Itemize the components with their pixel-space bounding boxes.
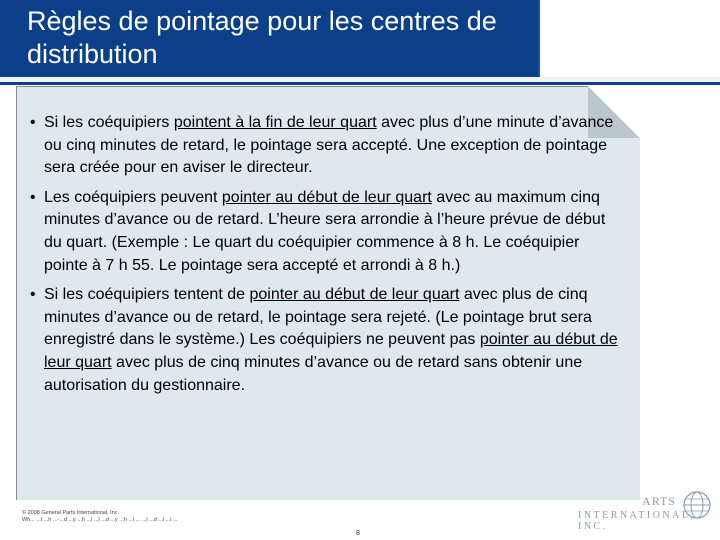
logo-wordmark: ARTS	[642, 494, 676, 508]
accent-strip	[0, 82, 720, 85]
copyright-notice	[22, 510, 262, 524]
bullet-dot: •	[30, 114, 36, 131]
bullet-item	[30, 112, 620, 180]
bullet-text: Les coéquipiers peuvent	[44, 188, 222, 206]
bullet-text: avec plus d’une minute d’avance ou cinq minutes de retard, le pointage sera accepté. Une exception de pointage sera créée pour en aviser le directeur.	[44, 114, 614, 177]
bullet-dot: •	[30, 188, 36, 206]
company-logo	[574, 488, 720, 540]
bullet-text: avec plus de cinq minutes d’avance ou de retard sans obtenir une autorisation du gestionnaire.	[44, 353, 583, 394]
page-number: 8	[356, 530, 360, 537]
bullet-text: avec plus de cinq minutes d’avance ou de retard, le pointage sera rejeté. (Le pointage brut sera enregistré dans le système.) Les coéquipiers ne peuvent pas	[44, 286, 592, 349]
copyright-line: © 2008 General Parts International, Inc.	[22, 510, 119, 516]
underlined-term: pointer au début de leur quart	[44, 331, 618, 371]
bullet-text: avec au maximum cinq minutes d’avance ou de retard. L’heure sera arrondie à l’heure prévue de début du quart. (Exemple : Le quart du coéquipier commence à 8 h. Le coéquipier pointe à 7 h 55. Le pointage sera accepté et arrondi à 8 h.)	[44, 188, 606, 274]
slide-title: Règles de pointage pour les centres de distribution	[27, 6, 497, 69]
underlined-term: pointer au début de leur quart	[221, 188, 432, 206]
logo-subtitle: INTERNATIONAL, INC.	[578, 510, 696, 532]
bullet-item	[30, 187, 620, 277]
bullet-text: Si les coéquipiers	[44, 114, 174, 131]
bullet-list	[30, 112, 620, 404]
bullet-dot: •	[30, 286, 36, 304]
bullet-item	[30, 284, 620, 397]
title-bar	[0, 0, 540, 77]
underlined-term: pointer au début de leur quart	[249, 286, 460, 304]
copyright-line: Wh... ...l ...h ...-...d ...y ...h ...l ...l ...d ...y ...h ...l ... ...l ...d ...l ...l ...	[22, 517, 178, 523]
bullet-text: Si les coéquipiers tentent de	[44, 286, 250, 304]
underlined-term: pointent à la fin de leur quart	[173, 114, 377, 131]
